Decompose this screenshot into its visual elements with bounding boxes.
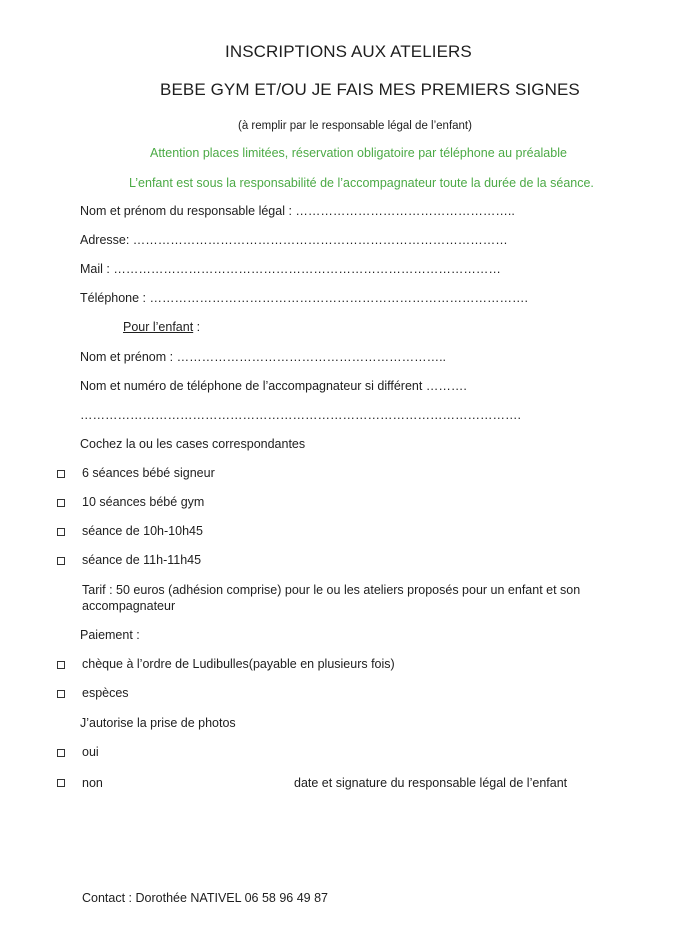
child-heading-text: Pour l’enfant (123, 320, 194, 334)
notice-reservation: Attention places limitées, réservation obligatoire par téléphone au préalable (150, 146, 567, 160)
checkbox-option-3[interactable] (57, 528, 65, 536)
contact-line: Contact : Dorothée NATIVEL 06 58 96 49 87 (82, 891, 328, 905)
checkbox-especes[interactable] (57, 690, 65, 698)
companion-field[interactable]: Nom et numéro de téléphone de l’accompagnateur si différent ………. (80, 379, 467, 393)
option-2-label: 10 séances bébé gym (82, 495, 205, 509)
tarif-line-1: Tarif : 50 euros (adhésion comprise) pour le ou les ateliers proposés pour un enfant et son (82, 583, 581, 597)
option-3-label: séance de 10h-10h45 (82, 524, 203, 538)
checkbox-non[interactable] (57, 779, 65, 787)
notice-responsibility: L’enfant est sous la responsabilité de l’accompagnateur toute la durée de la séance. (129, 176, 594, 190)
child-section-heading (123, 319, 200, 335)
companion-field-continued[interactable]: ……………………………………………………………………………………………. (80, 408, 521, 422)
photo-consent-label: J’autorise la prise de photos (80, 716, 236, 730)
payment-cheque-label: chèque à l’ordre de Ludibulles(payable en plusieurs fois) (82, 657, 395, 671)
checkbox-cheque[interactable] (57, 661, 65, 669)
checkbox-option-2[interactable] (57, 499, 65, 507)
subtitle: (à remplir par le responsable légal de l’enfant) (238, 120, 472, 132)
checkbox-oui[interactable] (57, 749, 65, 757)
guardian-name-field[interactable]: Nom et prénom du responsable légal : …………………………………………….. (80, 204, 515, 218)
checkbox-option-1[interactable] (57, 470, 65, 478)
oui-label: oui (82, 745, 99, 759)
mail-field[interactable]: Mail : ………………………………………………………………………………… (80, 262, 501, 276)
child-heading-colon: : (193, 320, 201, 334)
title-line-2: BEBE GYM ET/OU JE FAIS MES PREMIERS SIGNES (160, 80, 580, 99)
title-line-1: INSCRIPTIONS AUX ATELIERS (225, 42, 472, 61)
child-name-field[interactable]: Nom et prénom : ……………………………………………………….. (80, 350, 447, 364)
option-4-label: séance de 11h-11h45 (82, 553, 202, 567)
option-1-label: 6 séances bébé signeur (82, 466, 215, 480)
payment-especes-label: espèces (82, 686, 129, 700)
signature-label: date et signature du responsable légal de l’enfant (294, 776, 568, 790)
tarif-line-2: accompagnateur (82, 599, 176, 613)
check-instruction: Cochez la ou les cases correspondantes (80, 437, 306, 451)
checkbox-option-4[interactable] (57, 557, 65, 565)
phone-field[interactable]: Téléphone : ………………………………………………………………………………. (80, 291, 528, 305)
payment-heading: Paiement : (80, 628, 140, 642)
non-label: non (82, 776, 103, 790)
address-field[interactable]: Adresse: ……………………………………………………………………………… (80, 233, 508, 247)
